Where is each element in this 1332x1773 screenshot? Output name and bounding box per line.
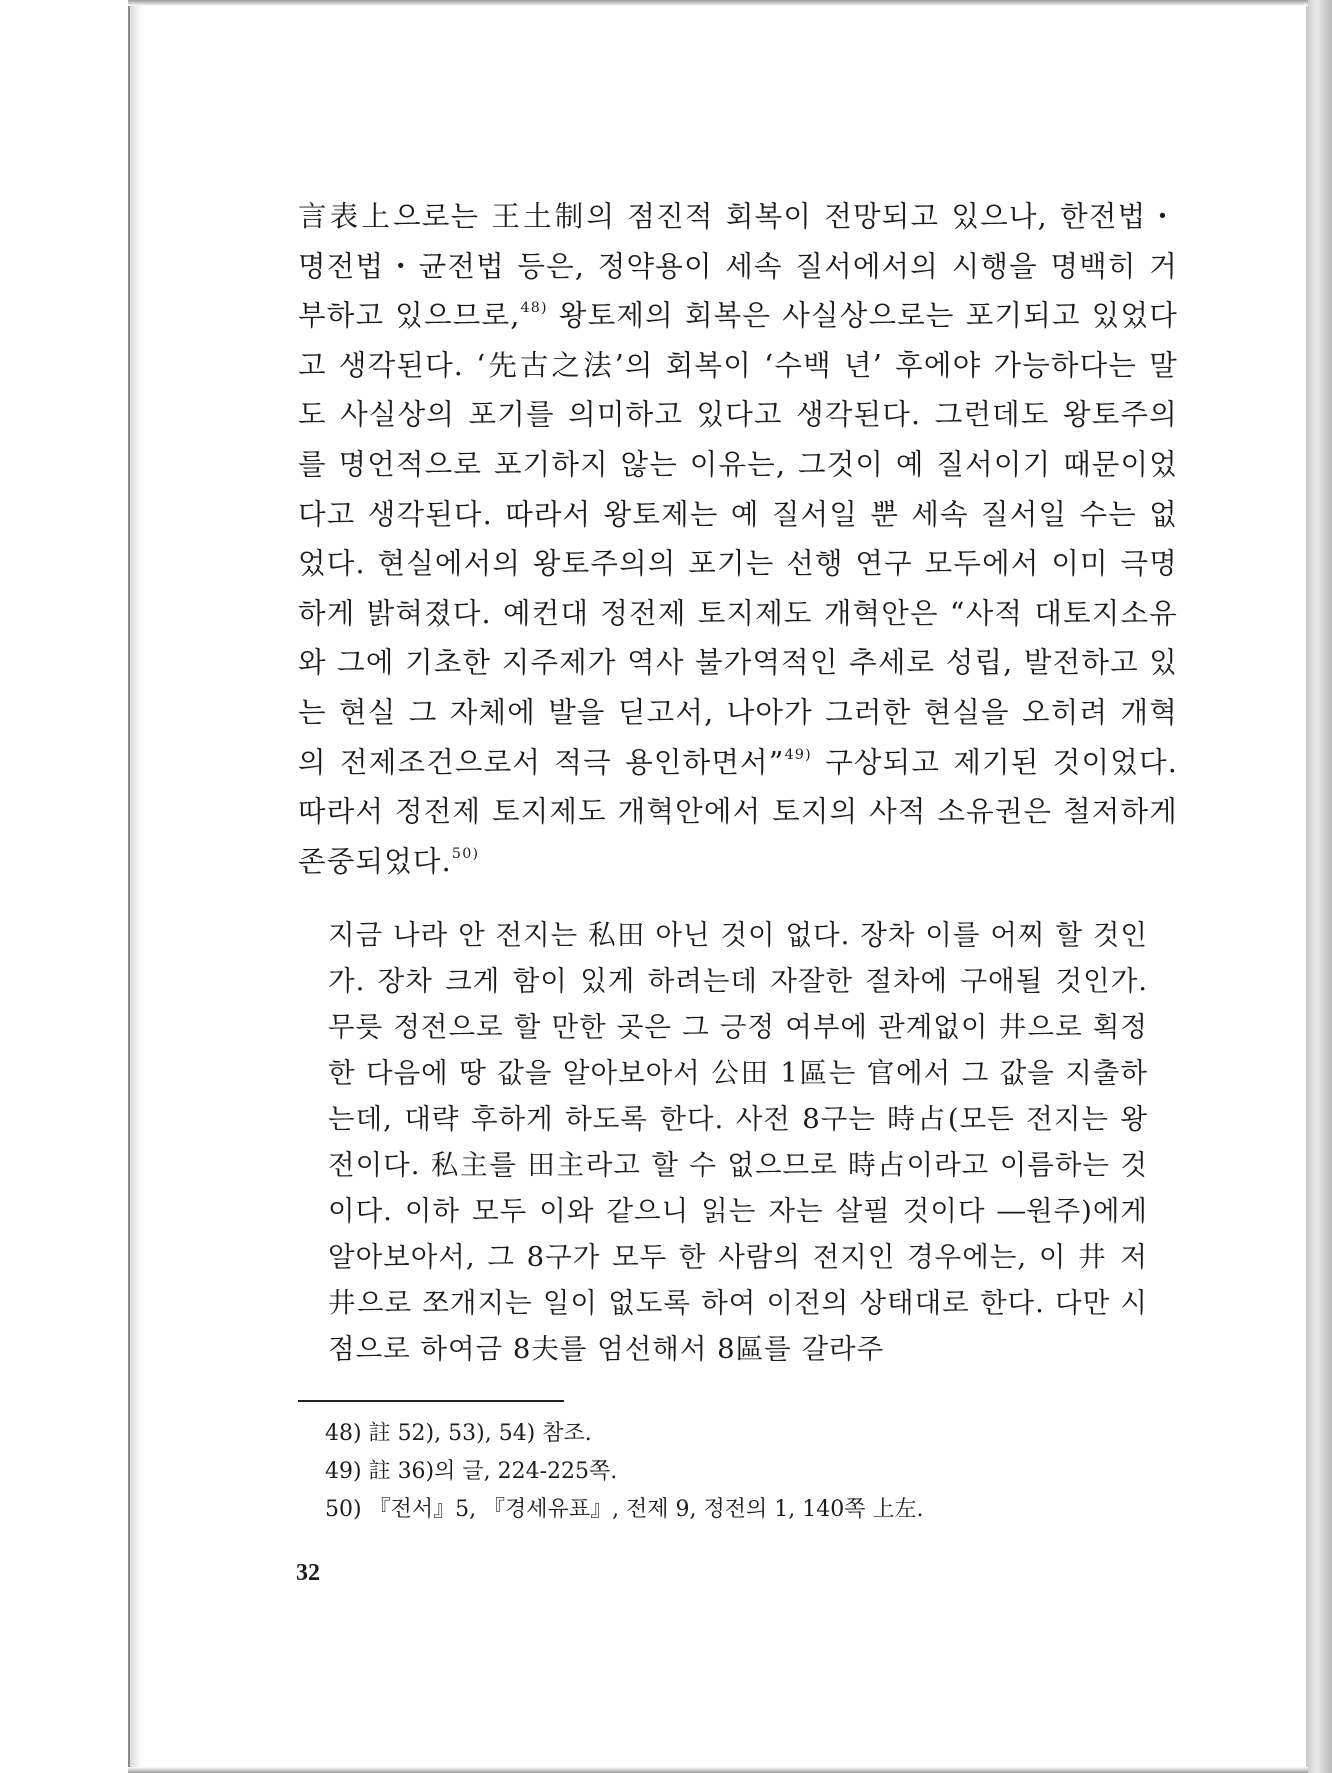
page-number: 32 <box>296 1560 320 1586</box>
paragraph-text: 왕토제의 회복은 사실상으로는 포기되고 있었다고 생각된다. ‘先古之法’의 회복이 ‘수백 년’ 후에야 가능하다는 말도 사실상의 포기를 의미하고 있다고 생각된다. 그런데도 왕토주의를 명언적으로 포기하지 않는 이유는, 그것이 예 질서이기 때문이었다고 생각된다. 따라서 왕토제는 예 질서일 뿐 세속 질서일 수는 없었다. 현실에서의 왕토주의의 포기는 선행 연구 모두에서 이미 극명하게 밝혀졌다. 예컨대 정전제 토지제도 개혁안은 “사적 대토지소유와 그에 기초한 지주제가 역사 불가역적인 추세로 성립, 발전하고 있는 현실 그 자체에 발을 딛고서, 나아가 그러한 현실을 오히려 개혁의 전제조건으로서 적극 용인하면서” <box>298 299 1178 779</box>
footnote-ref-50: 50) <box>451 845 480 862</box>
page-spine <box>128 0 144 1773</box>
footnote-ref-48: 48) <box>520 300 548 317</box>
footnote-49: 49) 註 36)의 글, 224-225쪽. <box>325 1459 618 1484</box>
page-edge-bottom <box>128 1767 1308 1773</box>
paragraph-text: 구상되고 제기된 것이었다. 따라서 정전제 토지제도 개혁안에서 토지의 사적 소유권은 철저하게 존중되었다. <box>298 745 1178 878</box>
body-paragraph <box>298 192 1178 886</box>
quotation-text: 지금 나라 안 전지는 私田 아닌 것이 없다. 장차 이를 어찌 할 것인가. 장차 크게 함이 있게 하려는데 자잘한 절차에 구애될 것인가. 무릇 정전으로 할 만한 곳은 그 긍정 여부에 관계없이 井으로 획정한 다음에 땅 값을 알아보아서 公田 1區는 官에서 그 값을 지출하는데, 대략 후하게 하도록 한다. 사전 8구는 時占(모든 전지는 왕전이다. 私主를 田主라고 할 수 없으므로 時占이라고 이름하는 것이다. 이하 모두 이와 같으니 읽는 자는 살필 것이다 ―원주)에게 알아보아서, 그 8구가 모두 한 사람의 전지인 경우에는, 이 井 저 井으로 쪼개지는 일이 없도록 하여 이전의 상태대로 한다. 다만 시점으로 하여금 8夫를 엄선해서 8區를 갈라주 <box>328 919 1148 1365</box>
footnotes <box>325 1415 1145 1529</box>
footnote-ref-49: 49) <box>784 746 812 763</box>
page-edge-right <box>1306 0 1332 1773</box>
footnote-separator <box>298 1400 564 1402</box>
footnote-50: 50) 『전서』5, 『경세유표』, 전제 9, 정전의 1, 140쪽 上左. <box>325 1497 924 1522</box>
footnote-48: 48) 註 52), 53), 54) 참조. <box>325 1421 592 1446</box>
block-quotation <box>328 912 1148 1372</box>
page-edge-top <box>128 0 1308 6</box>
paragraph-text: 言表上으로는 王土制의 점진적 회복이 전망되고 있으나, 한전법・명전법・균전법 등은, 정약용이 세속 질서에서의 시행을 명백히 거부하고 있으므로, <box>298 200 1178 333</box>
